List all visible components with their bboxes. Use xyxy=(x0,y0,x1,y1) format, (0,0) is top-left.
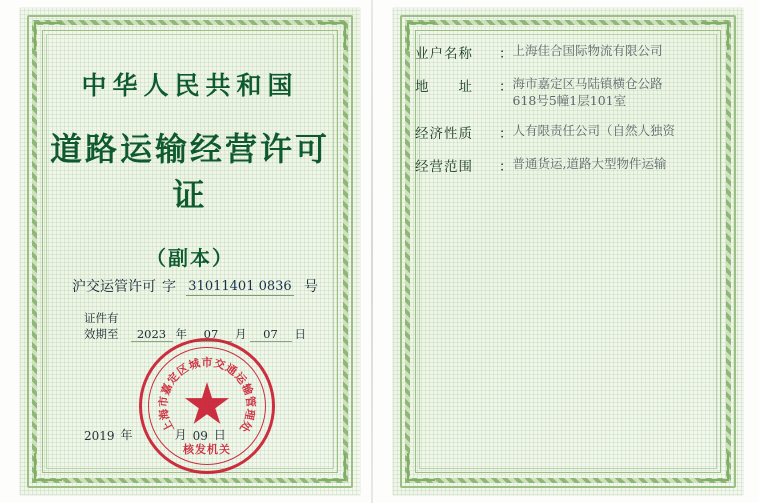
field-colon: ： xyxy=(499,46,513,62)
license-number-value: 31011401 0836 xyxy=(186,279,294,296)
field-colon: ： xyxy=(499,126,513,142)
validity-day-unit: 日 xyxy=(294,327,306,341)
issue-year-unit: 年 xyxy=(120,428,133,442)
certificate-copy-label: （副本） xyxy=(146,246,234,270)
issue-month-unit: 月 xyxy=(174,428,187,442)
validity-day-value: 07 xyxy=(250,327,292,342)
license-zi-label: 字 xyxy=(162,279,176,295)
issue-day-unit: 日 xyxy=(213,428,226,442)
field-value-wrapper xyxy=(513,75,722,109)
official-seal xyxy=(139,338,275,474)
country-title: 中华人民共和国 xyxy=(81,71,299,100)
field-label: 经营范围 xyxy=(415,159,473,175)
issue-date-row xyxy=(84,426,306,443)
certificate-right-page xyxy=(393,8,743,495)
issue-month-value xyxy=(139,442,169,443)
field-colon: ： xyxy=(499,159,513,175)
field-colon: ： xyxy=(499,79,513,95)
field-label: 经济性质 xyxy=(415,126,473,142)
certificate-title: 道路运输经营许可证 xyxy=(49,130,330,214)
page-fold-divider xyxy=(371,0,373,503)
field-value-line2: 618号5幢1层101室 xyxy=(512,93,627,108)
validity-label: 证件有效期至 xyxy=(84,311,119,341)
seal-arc-text: 上 海 市 嘉 定 区 城 市 交 通 运 输 管 理 处 xyxy=(156,356,258,435)
validity-year-value: 2023 xyxy=(131,327,173,342)
field-business-scope xyxy=(415,155,721,175)
field-value: 人有限责任公司（自然人独资 xyxy=(512,123,676,138)
license-number-row xyxy=(72,276,318,296)
certificate-left-page xyxy=(20,8,360,495)
license-hao-label: 号 xyxy=(304,279,318,295)
field-economic-nature xyxy=(415,122,721,142)
validity-row xyxy=(84,310,306,342)
validity-month-unit: 月 xyxy=(235,327,247,341)
field-label: 地 址 xyxy=(415,79,473,95)
seal-bottom-text: 核发机关 xyxy=(183,443,231,456)
issue-year-value: 2019 xyxy=(84,429,115,443)
field-address xyxy=(415,75,721,109)
field-value: 上海佳合国际物流有限公司 xyxy=(512,43,663,58)
validity-month-value: 07 xyxy=(190,327,232,342)
field-label: 业户名称 xyxy=(415,46,473,62)
license-prefix-label: 沪交运管许可 xyxy=(72,279,156,295)
right-page-fields xyxy=(415,42,721,469)
validity-year-unit: 年 xyxy=(175,327,187,341)
issue-day-value: 09 xyxy=(192,429,208,443)
field-value: 普通货运,道路大型物件运输 xyxy=(512,156,667,171)
field-business-name xyxy=(415,42,721,62)
left-page-content xyxy=(44,38,336,469)
field-value: 海市嘉定区马陆镇横仓公路 xyxy=(512,76,663,91)
